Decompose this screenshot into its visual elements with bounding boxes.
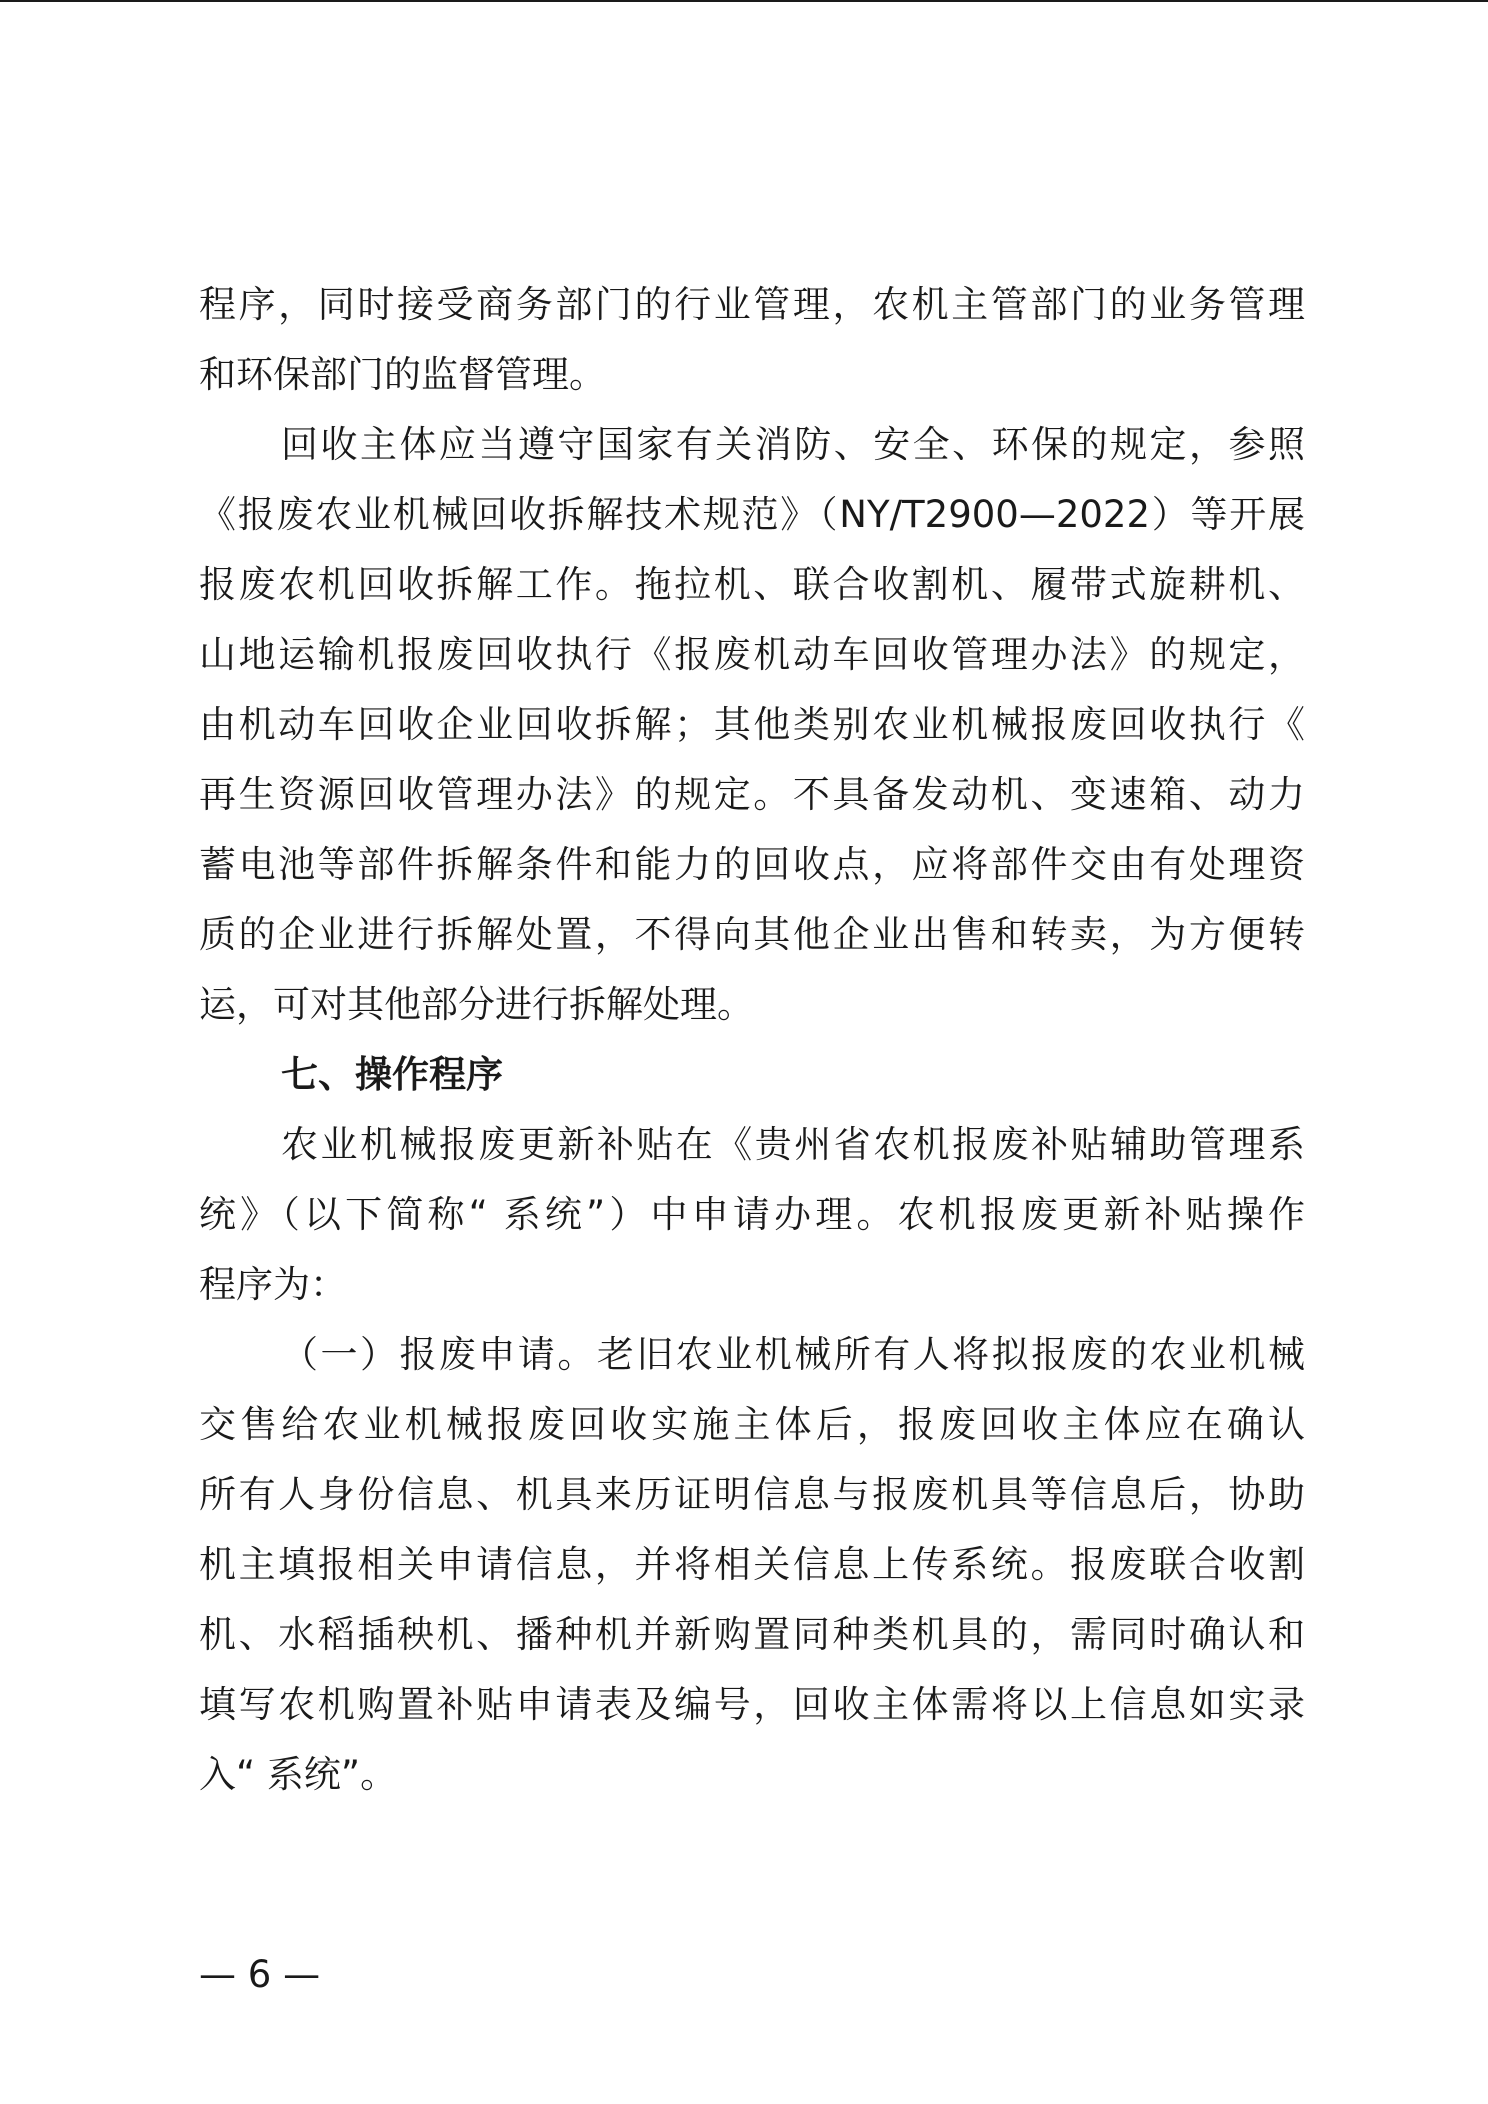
- text-line: 程序，同时接受商务部门的行业管理，农机主管部门的业务管理: [199, 283, 1305, 326]
- text-line: 机主填报相关申请信息，并将相关信息上传系统。报废联合收割: [199, 1543, 1305, 1586]
- text-line: 运，可对其他部分进行拆解处理。: [199, 983, 754, 1026]
- text-line: 由机动车回收企业回收拆解；其他类别农业机械报废回收执行《: [199, 703, 1305, 746]
- paragraph-first-line: 农业机械报废更新补贴在《贵州省农机报废补贴辅助管理系: [281, 1123, 1305, 1166]
- paragraph-first-line: （一）报废申请。老旧农业机械所有人将拟报废的农业机械: [281, 1333, 1305, 1376]
- text-line: 山地运输机报废回收执行《报废机动车回收管理办法》的规定，: [199, 633, 1305, 676]
- page-number: — 6 —: [199, 1953, 321, 1996]
- text-line: 程序为：: [199, 1263, 347, 1306]
- text-line: 入“ 系统”。: [199, 1753, 398, 1796]
- text-line: 所有人身份信息、机具来历证明信息与报废机具等信息后，协助: [199, 1473, 1305, 1516]
- text-line: 填写农机购置补贴申请表及编号，回收主体需将以上信息如实录: [199, 1683, 1305, 1726]
- text-line: 统》（以下简称“ 系统”）中申请办理。农机报废更新补贴操作: [199, 1193, 1305, 1236]
- top-border-line: [0, 0, 1488, 2]
- paragraph-first-line: 回收主体应当遵守国家有关消防、安全、环保的规定，参照: [281, 423, 1305, 466]
- text-line: 报废农机回收拆解工作。拖拉机、联合收割机、履带式旋耕机、: [199, 563, 1305, 606]
- text-line: 机、水稻插秧机、播种机并新购置同种类机具的，需同时确认和: [199, 1613, 1305, 1656]
- text-line: 质的企业进行拆解处置，不得向其他企业出售和转卖，为方便转: [199, 913, 1305, 956]
- text-line: 和环保部门的监督管理。: [199, 353, 606, 396]
- section-heading: 七、操作程序: [281, 1053, 503, 1096]
- text-line: 蓄电池等部件拆解条件和能力的回收点，应将部件交由有处理资: [199, 843, 1305, 886]
- text-line: 交售给农业机械报废回收实施主体后，报废回收主体应在确认: [199, 1403, 1305, 1446]
- text-line: 《报废农业机械回收拆解技术规范》（NY/T2900—2022）等开展: [199, 493, 1305, 536]
- text-line: 再生资源回收管理办法》的规定。不具备发动机、变速箱、动力: [199, 773, 1305, 816]
- document-body: [199, 270, 1305, 1810]
